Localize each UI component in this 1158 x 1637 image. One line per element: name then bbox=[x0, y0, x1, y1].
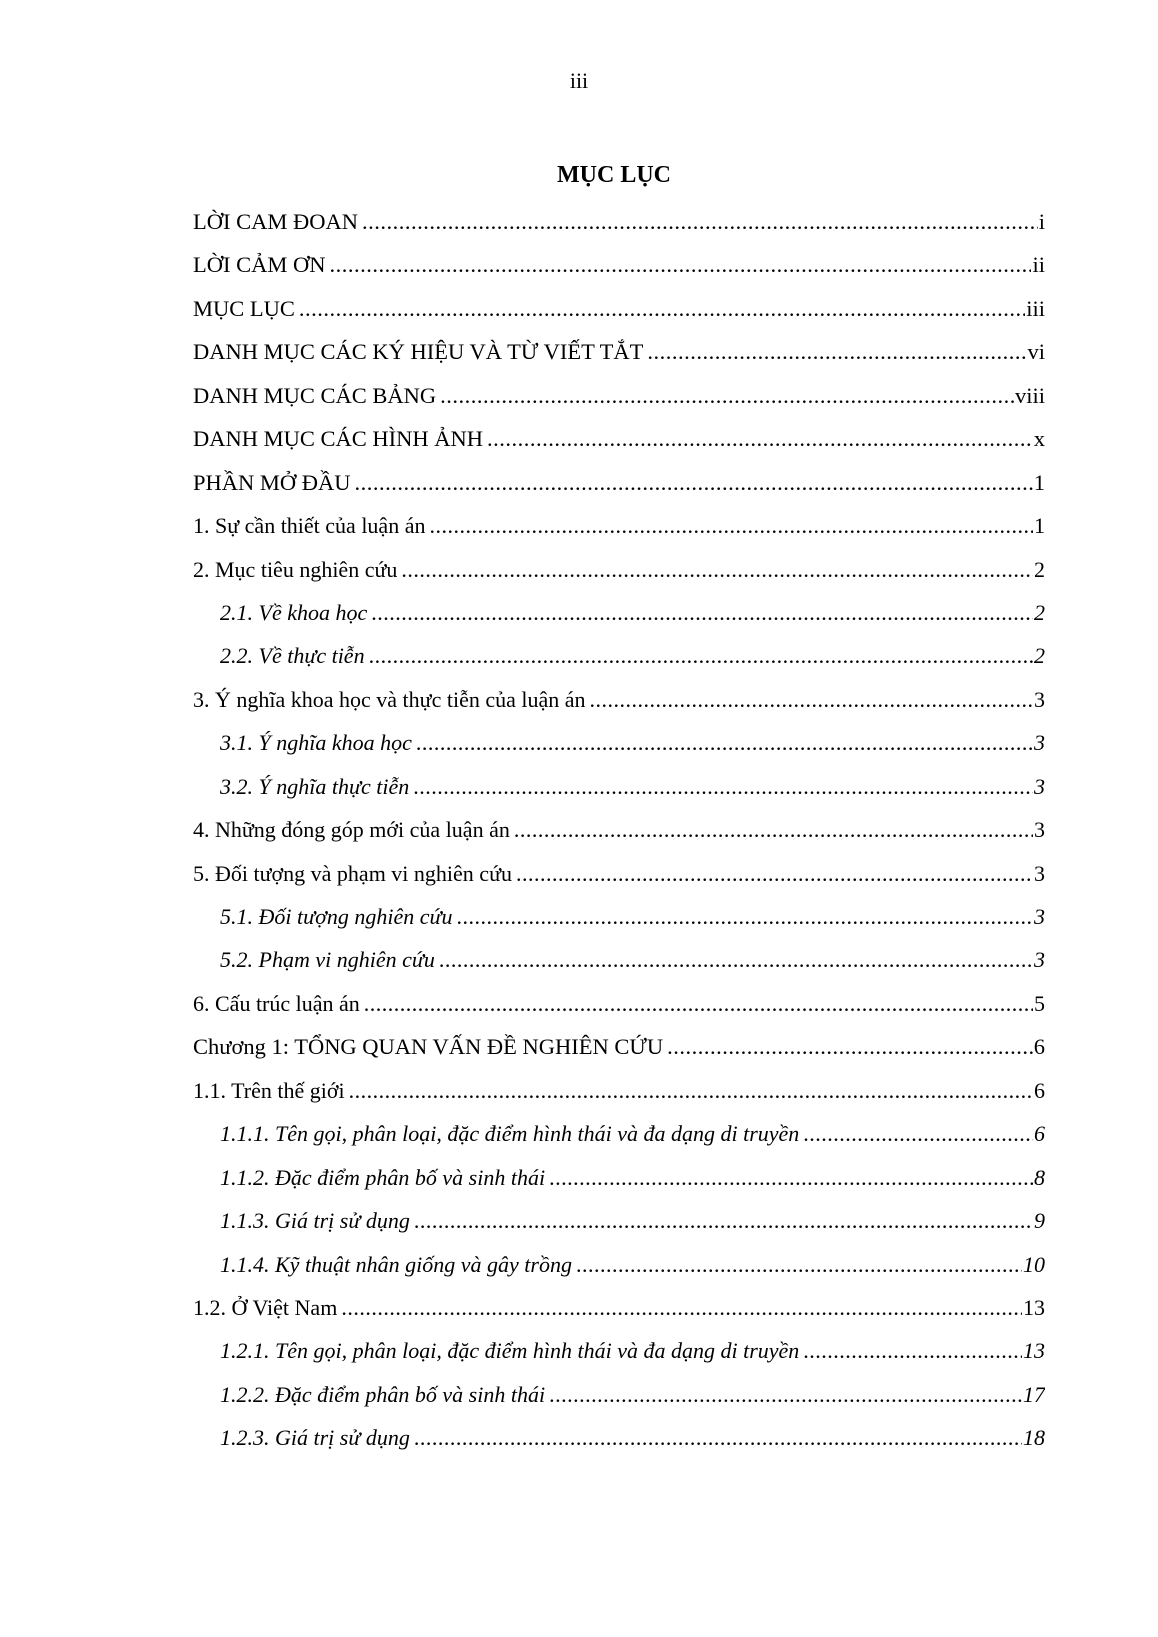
toc-entry-title: 3.2. Ý nghĩa thực tiễn bbox=[220, 773, 410, 799]
toc-entry-page-number: 6 bbox=[1034, 1077, 1045, 1103]
dot-leader bbox=[330, 243, 1032, 286]
toc-entry-page-number: 3 bbox=[1034, 904, 1045, 929]
toc-entry-title: 1.2.1. Tên gọi, phân loại, đặc điểm hình thái và đa dạng di truyền bbox=[220, 1338, 800, 1364]
toc-entry[interactable] bbox=[193, 461, 1045, 504]
toc-entry[interactable] bbox=[193, 1373, 1045, 1416]
toc-entry-page-number: 18 bbox=[1023, 1425, 1045, 1451]
toc-entry-title: Chương 1: TỔNG QUAN VẤN ĐỀ NGHIÊN CỨU bbox=[193, 1034, 664, 1060]
toc-entry-page-number: 2 bbox=[1034, 599, 1045, 625]
dot-leader bbox=[576, 1243, 1022, 1286]
toc-entry-page-number: vi bbox=[1027, 339, 1045, 365]
dot-leader bbox=[549, 1156, 1033, 1199]
dot-leader bbox=[369, 634, 1033, 677]
dot-leader bbox=[349, 1069, 1033, 1112]
toc-entry[interactable] bbox=[193, 721, 1045, 764]
dot-leader bbox=[355, 461, 1033, 504]
toc-entry[interactable] bbox=[193, 634, 1045, 677]
toc-entry[interactable] bbox=[193, 1025, 1045, 1068]
dot-leader bbox=[667, 1025, 1033, 1068]
toc-entry-title: 2.1. Về khoa học bbox=[220, 599, 368, 625]
dot-leader bbox=[590, 678, 1033, 721]
toc-entry[interactable] bbox=[193, 895, 1045, 938]
toc-entry-page-number: 6 bbox=[1034, 1121, 1045, 1147]
toc-entry-page-number: 3 bbox=[1034, 947, 1045, 973]
toc-entry-page-number: 2 bbox=[1034, 643, 1045, 669]
dot-leader bbox=[299, 287, 1025, 330]
toc-entry[interactable] bbox=[193, 1329, 1045, 1372]
dot-leader bbox=[401, 548, 1033, 591]
toc-entry[interactable] bbox=[193, 982, 1045, 1025]
dot-leader bbox=[516, 852, 1033, 895]
dot-leader bbox=[413, 765, 1033, 808]
dot-leader bbox=[429, 504, 1033, 547]
toc-entry[interactable] bbox=[193, 591, 1045, 634]
toc-entry-page-number: 6 bbox=[1033, 1034, 1045, 1060]
toc-entry[interactable] bbox=[193, 200, 1045, 243]
toc-entry[interactable] bbox=[193, 678, 1045, 721]
dot-leader bbox=[371, 591, 1033, 634]
toc-entry-title: 5.1. Đối tượng nghiên cứu bbox=[220, 904, 453, 929]
dot-leader bbox=[549, 1373, 1022, 1416]
toc-entry-title: 3.1. Ý nghĩa khoa học bbox=[220, 730, 412, 756]
dot-leader bbox=[803, 1329, 1022, 1372]
toc-entry[interactable] bbox=[193, 852, 1045, 895]
toc-entry-page-number: 8 bbox=[1034, 1164, 1045, 1190]
toc-entry-page-number: ii bbox=[1032, 252, 1045, 278]
toc-entry-page-number: 13 bbox=[1023, 1294, 1045, 1320]
toc-entry-page-number: x bbox=[1033, 426, 1045, 452]
toc-entry[interactable] bbox=[193, 1286, 1045, 1329]
toc-entry-title: 1.1.1. Tên gọi, phân loại, đặc điểm hình thái và đa dạng di truyền bbox=[220, 1121, 800, 1147]
toc-entry-title: DANH MỤC CÁC BẢNG bbox=[193, 382, 437, 408]
toc-entry[interactable] bbox=[193, 417, 1045, 460]
toc-entry[interactable] bbox=[193, 374, 1045, 417]
toc-entry[interactable] bbox=[193, 1156, 1045, 1199]
dot-leader bbox=[364, 982, 1033, 1025]
toc-entry-page-number: viii bbox=[1014, 382, 1045, 408]
toc-entry-title: 5. Đối tượng và phạm vi nghiên cứu bbox=[193, 860, 512, 886]
toc-entry-page-number: 3 bbox=[1034, 730, 1045, 756]
dot-leader bbox=[362, 200, 1038, 243]
toc-entry-title: 1.1. Trên thế giới bbox=[193, 1077, 345, 1103]
toc-entry-title: LỜI CAM ĐOAN bbox=[193, 209, 358, 234]
toc-entry-title: 1.2.3. Giá trị sử dụng bbox=[220, 1425, 410, 1451]
toc-entry-title: 6. Cấu trúc luận án bbox=[193, 990, 360, 1016]
toc-entry-title: 4. Những đóng góp mới của luận án bbox=[193, 817, 510, 843]
toc-entry-page-number: 2 bbox=[1034, 556, 1045, 582]
toc-entry-page-number: 3 bbox=[1034, 860, 1045, 886]
toc-entry-title: 1.2. Ở Việt Nam bbox=[193, 1294, 338, 1320]
toc-entry-title: 1. Sự cần thiết của luận án bbox=[193, 513, 426, 539]
dot-leader bbox=[341, 1286, 1022, 1329]
dot-leader bbox=[457, 895, 1034, 938]
toc-entry-page-number: 5 bbox=[1034, 990, 1045, 1016]
toc-entry[interactable] bbox=[193, 1416, 1045, 1459]
toc-entry[interactable] bbox=[193, 548, 1045, 591]
page-title: MỤC LỤC bbox=[557, 162, 671, 188]
toc-entry-page-number: i bbox=[1038, 209, 1045, 234]
toc-entry[interactable] bbox=[193, 808, 1045, 851]
dot-leader bbox=[487, 417, 1033, 460]
toc-entry-title: 5.2. Phạm vi nghiên cứu bbox=[220, 947, 435, 973]
toc-entry[interactable] bbox=[193, 243, 1045, 286]
toc-entry-title: 1.1.3. Giá trị sử dụng bbox=[220, 1208, 410, 1234]
toc-entry[interactable] bbox=[193, 287, 1045, 330]
toc-entry[interactable] bbox=[193, 1112, 1045, 1155]
toc-entry-title: 3. Ý nghĩa khoa học và thực tiễn của luận án bbox=[193, 686, 586, 712]
toc-entry[interactable] bbox=[193, 1069, 1045, 1112]
toc-entry[interactable] bbox=[193, 504, 1045, 547]
toc-entry[interactable] bbox=[193, 1199, 1045, 1242]
toc-entry-page-number: 17 bbox=[1023, 1381, 1045, 1407]
toc-entry-title: 1.2.2. Đặc điểm phân bố và sinh thái bbox=[220, 1381, 546, 1407]
toc-entry-title: DANH MỤC CÁC KÝ HIỆU VÀ TỪ VIẾT TẮT bbox=[193, 339, 644, 365]
toc-entry-page-number: 3 bbox=[1034, 817, 1045, 843]
toc-entry-page-number: 3 bbox=[1034, 773, 1045, 799]
toc-entry-page-number: 13 bbox=[1023, 1338, 1045, 1364]
toc-entry-title: PHẦN MỞ ĐẦU bbox=[193, 469, 351, 495]
toc-entry-page-number: 3 bbox=[1034, 686, 1045, 712]
dot-leader bbox=[514, 808, 1033, 851]
dot-leader bbox=[439, 938, 1033, 981]
dot-leader bbox=[803, 1112, 1033, 1155]
toc-entry-page-number: 9 bbox=[1034, 1208, 1045, 1234]
dot-leader bbox=[416, 721, 1033, 764]
dot-leader bbox=[414, 1416, 1022, 1459]
toc-entry-title: DANH MỤC CÁC HÌNH ẢNH bbox=[193, 426, 484, 452]
toc-entry[interactable] bbox=[193, 765, 1045, 808]
dot-leader bbox=[440, 374, 1014, 417]
toc-entry-page-number: 1 bbox=[1034, 513, 1045, 539]
toc-entry-title: 2. Mục tiêu nghiên cứu bbox=[193, 556, 398, 582]
toc-entry-page-number: 10 bbox=[1023, 1251, 1045, 1277]
page-number: iii bbox=[569, 68, 589, 93]
toc-entry-page-number: 1 bbox=[1033, 469, 1045, 495]
toc-entry-page-number: iii bbox=[1026, 295, 1045, 321]
toc-entry-title: MỤC LỤC bbox=[193, 295, 295, 321]
toc-entry-title: LỜI CẢM ƠN bbox=[193, 252, 326, 278]
toc-entry-title: 1.1.2. Đặc điểm phân bố và sinh thái bbox=[220, 1164, 546, 1190]
dot-leader bbox=[414, 1199, 1033, 1242]
toc-entry-title: 1.1.4. Kỹ thuật nhân giống và gây trồng bbox=[220, 1251, 572, 1277]
table-of-contents bbox=[193, 200, 1045, 1460]
toc-entry-title: 2.2. Về thực tiễn bbox=[220, 643, 365, 669]
toc-entry[interactable] bbox=[193, 1243, 1045, 1286]
dot-leader bbox=[647, 330, 1026, 373]
toc-entry[interactable] bbox=[193, 330, 1045, 373]
toc-entry[interactable] bbox=[193, 938, 1045, 981]
